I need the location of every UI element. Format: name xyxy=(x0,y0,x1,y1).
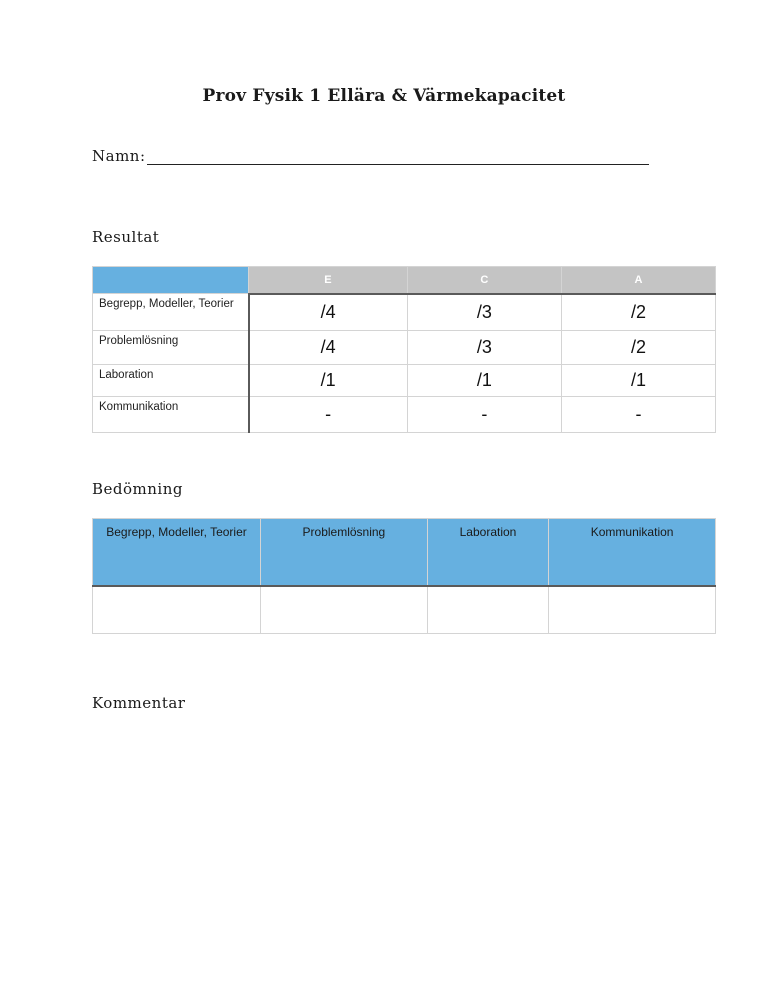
score-cell: /3 xyxy=(407,331,561,365)
name-label: Namn: xyxy=(92,147,146,165)
grade-header-a: A xyxy=(561,267,715,294)
score-cell: /3 xyxy=(407,294,561,331)
result-row xyxy=(93,294,716,331)
assessment-entry-row xyxy=(93,586,716,634)
result-row xyxy=(93,365,716,397)
assessment-header-kommunikation: Kommunikation xyxy=(549,519,716,587)
assessment-cell[interactable] xyxy=(261,586,428,634)
score-cell: /2 xyxy=(561,331,715,365)
assessment-header-problemlosning: Problemlösning xyxy=(261,519,428,587)
assessment-heading: Bedömning xyxy=(92,480,183,498)
score-cell: - xyxy=(249,397,408,433)
result-row xyxy=(93,331,716,365)
document-title: Prov Fysik 1 Ellära & Värmekapacitet xyxy=(202,86,566,106)
row-label-begrepp: Begrepp, Modeller, Teorier xyxy=(93,294,249,331)
assessment-table xyxy=(92,518,716,634)
assessment-header-laboration: Laboration xyxy=(427,519,548,587)
row-label-problemlosning: Problemlösning xyxy=(93,331,249,365)
grade-header-c: C xyxy=(407,267,561,294)
comment-heading: Kommentar xyxy=(92,694,186,712)
grade-header-e: E xyxy=(249,267,408,294)
score-cell: /1 xyxy=(561,365,715,397)
score-cell: /1 xyxy=(249,365,408,397)
result-heading: Resultat xyxy=(92,228,160,246)
score-cell: - xyxy=(561,397,715,433)
score-cell: /2 xyxy=(561,294,715,331)
assessment-header-row xyxy=(93,519,716,587)
result-table xyxy=(92,266,716,433)
result-row xyxy=(93,397,716,433)
score-cell: /4 xyxy=(249,331,408,365)
name-blank-line[interactable] xyxy=(147,148,649,165)
assessment-cell[interactable] xyxy=(549,586,716,634)
row-label-kommunikation: Kommunikation xyxy=(93,397,249,433)
name-field-row xyxy=(92,147,649,165)
assessment-cell[interactable] xyxy=(93,586,261,634)
result-header-row xyxy=(93,267,716,294)
score-cell: /1 xyxy=(407,365,561,397)
score-cell: - xyxy=(407,397,561,433)
row-label-laboration: Laboration xyxy=(93,365,249,397)
assessment-cell[interactable] xyxy=(427,586,548,634)
score-cell: /4 xyxy=(249,294,408,331)
result-header-corner xyxy=(93,267,249,294)
assessment-header-begrepp: Begrepp, Modeller, Teorier xyxy=(93,519,261,587)
